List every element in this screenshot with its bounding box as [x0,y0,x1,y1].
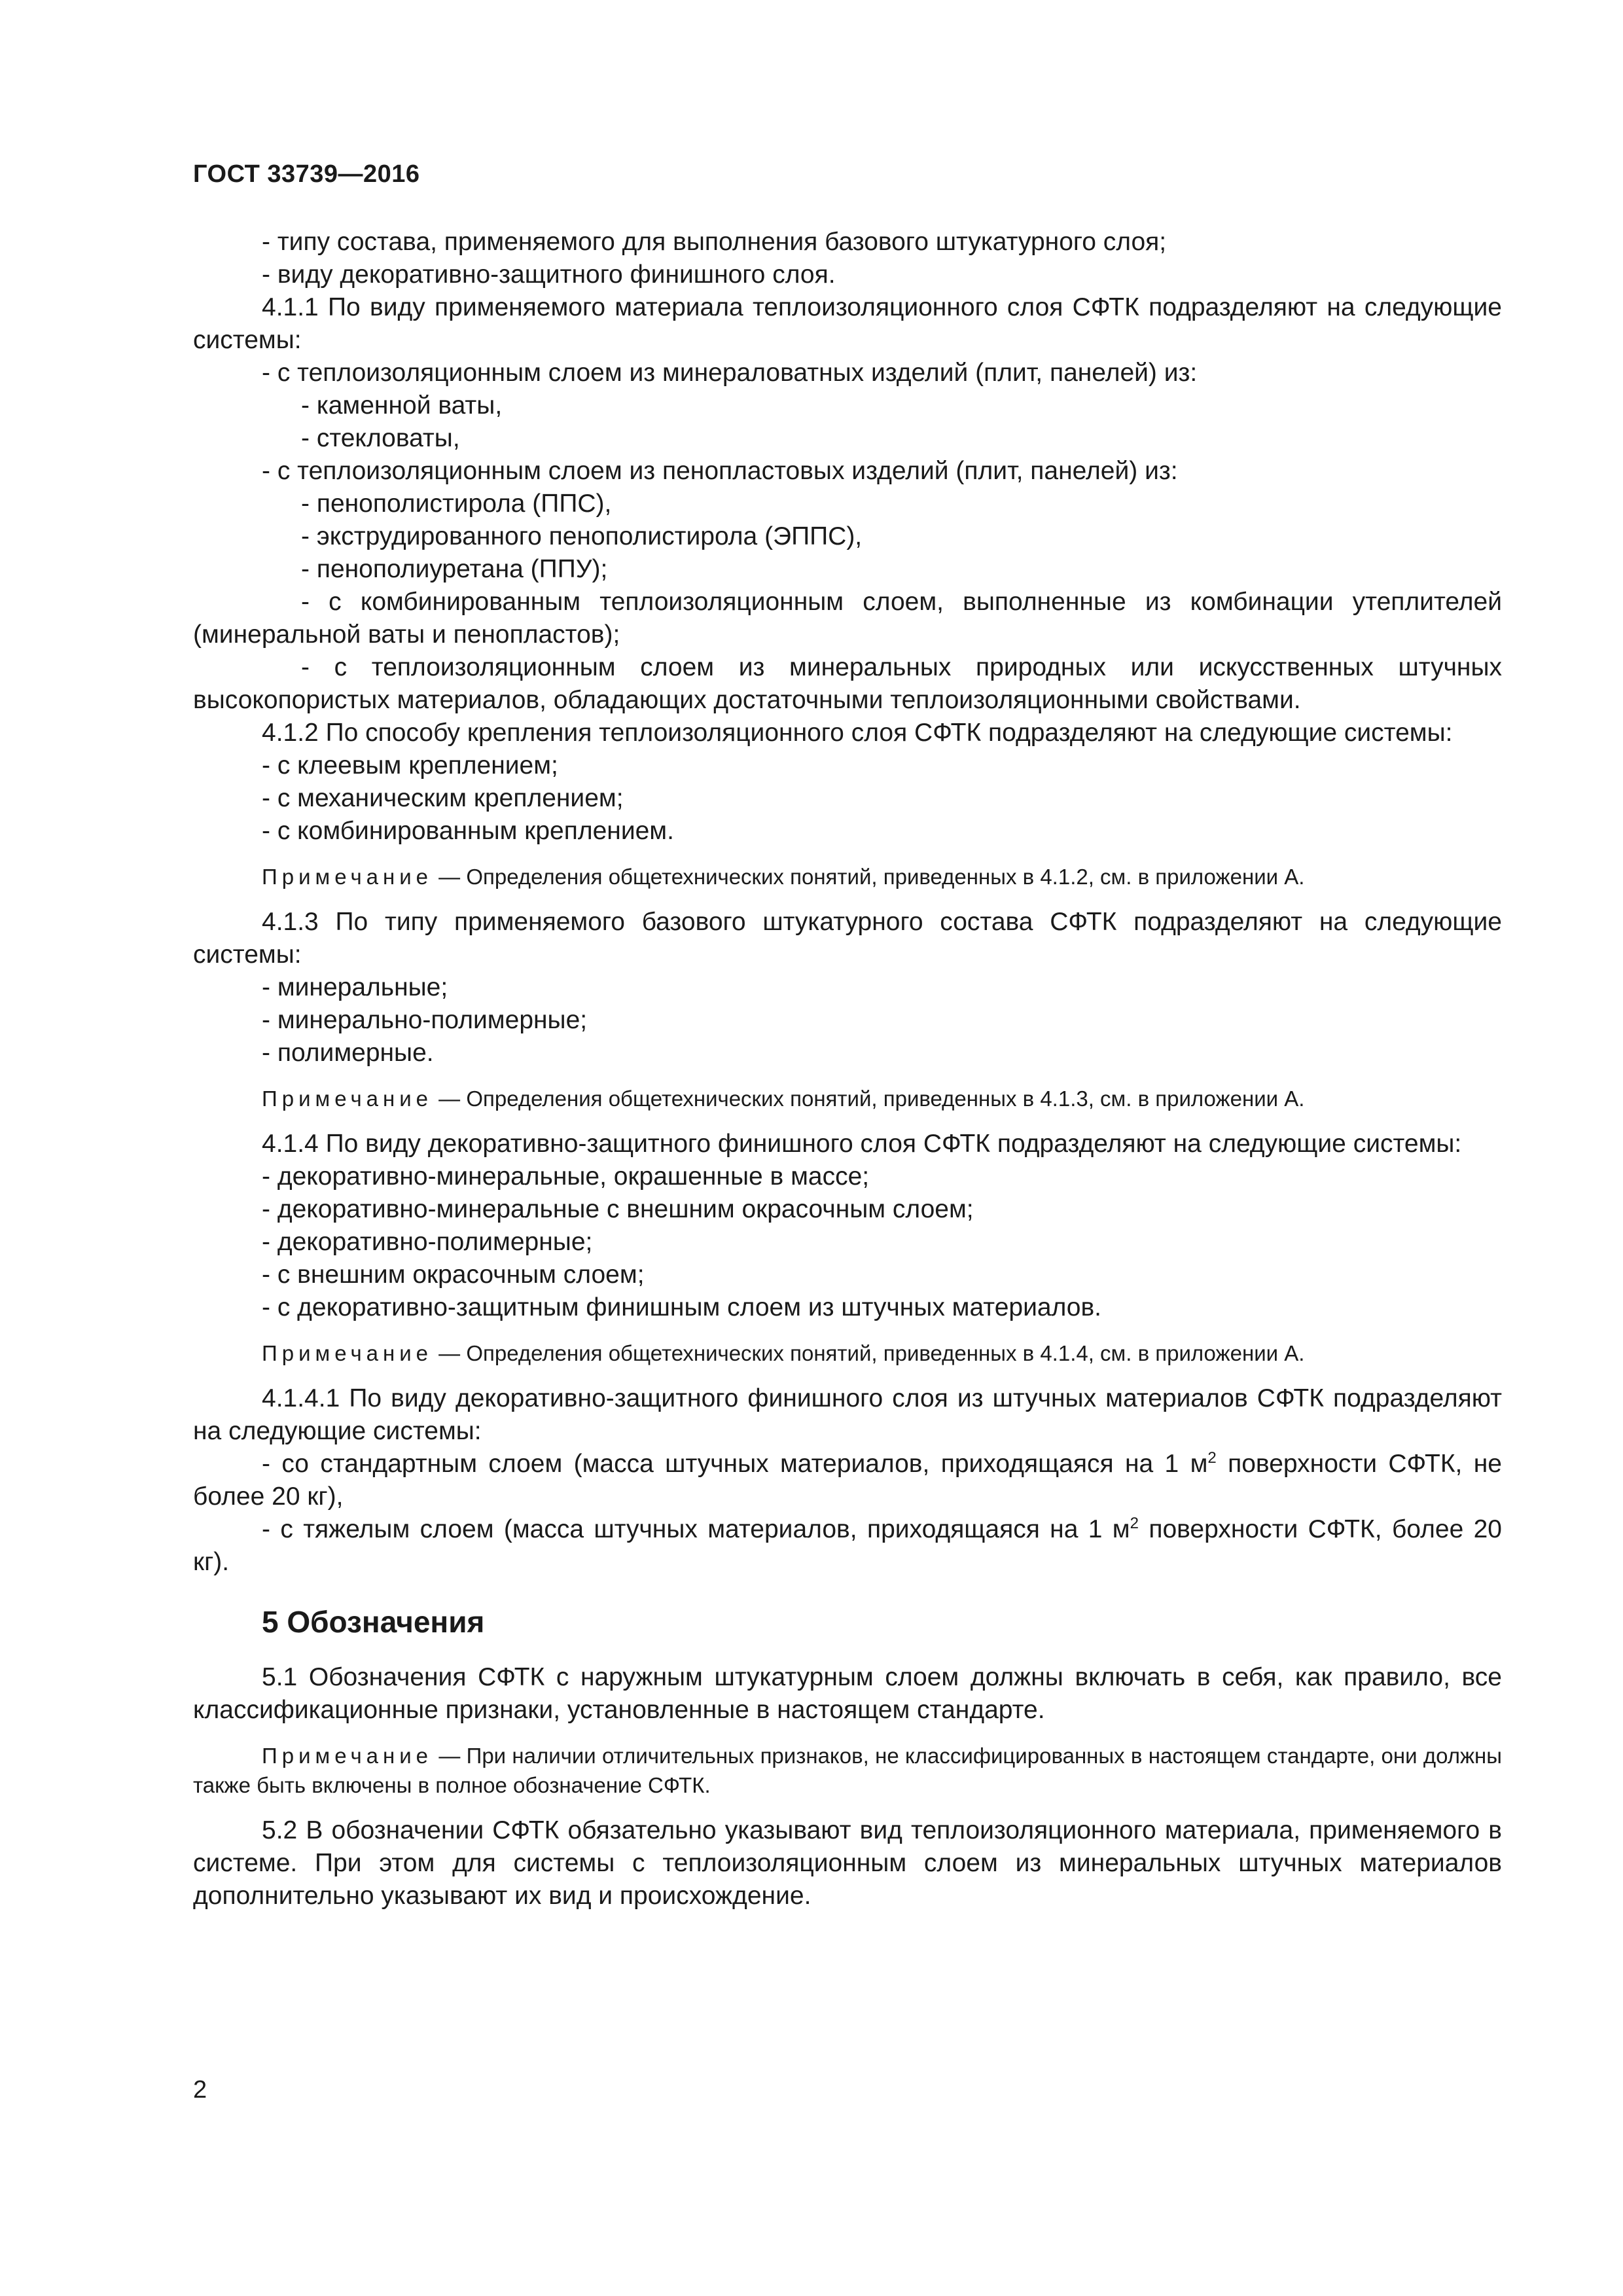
page-number: 2 [193,2076,207,2104]
note-3 [193,1338,1502,1368]
note-4 [193,1741,1502,1800]
list-item: - с теплоизоляционным слоем из минеральных природных или искусственных штучных высокопористых материалов, обладающих достаточными теплоизоляционными свойствами. [193,653,1502,714]
note-label: Примечание [262,1744,433,1768]
list-item: - минеральные; [262,973,448,1001]
note-label: Примечание [262,1341,433,1365]
list-item: - со стандартным слоем (масса штучных материалов, приходящаяся на 1 $м^2$ поверхности СФТК, не более 20 кг), [193,1449,1502,1511]
list-item: - с комбинированным креплением. [262,817,674,845]
list-item: - пенополиуретана (ППУ); [301,555,608,583]
paragraph-5-2: 5.2 В обозначении СФТК обязательно указывают вид теплоизоляционного материала, применяемого в системе. При этом для системы с теплоизоляционным слоем из минеральных штучных материалов дополнительно указывают их вид и происхождение. [193,1816,1502,1910]
paragraph-5-1: 5.1 Обозначения СФТК с наружным штукатурным слоем должны включать в себя, как правило, все классификационные признаки, установленные в настоящем стандарте. [193,1663,1502,1724]
note-label: Примечание [262,1086,433,1111]
paragraph-4-1-4-1: 4.1.4.1 По виду декоративно-защитного финишного слоя из штучных материалов СФТК подразделяют на следующие системы: [193,1384,1502,1445]
list-item: - типу состава, применяемого для выполнения базового штукатурного слоя; [262,228,1167,256]
note-2 [193,1084,1502,1113]
note-text: — При наличии отличительных признаков, не классифицированных в настоящем стандарте, они должны также быть включены в полное обозначение СФТК. [193,1744,1502,1797]
note-label: Примечание [262,865,433,889]
paragraph-4-1-2: 4.1.2 По способу крепления теплоизоляционного слоя СФТК подразделяют на следующие системы: [262,719,1453,747]
list-item: - с клеевым креплением; [262,751,558,780]
list-item: - каменной ваты, [301,391,503,420]
list-item: - экструдированного пенополистирола (ЭППС), [301,522,863,550]
paragraph-4-1-4: 4.1.4 По виду декоративно-защитного финишного слоя СФТК подразделяют на следующие системы: [262,1130,1462,1158]
document-body [193,226,1502,1912]
list-item: - с комбинированным теплоизоляционным слоем, выполненные из комбинации утеплителей (минеральной ваты и пенопластов); [193,588,1502,649]
note-text: — Определения общетехнических понятий, приведенных в 4.1.3, см. в приложении А. [433,1086,1305,1111]
list-item: - декоративно-минеральные с внешним окрасочным слоем; [262,1195,974,1223]
list-item: - виду декоративно-защитного финишного слоя. [262,260,836,289]
list-item: - с теплоизоляционным слоем из пенопластовых изделий (плит, панелей) из: [262,457,1178,485]
list-item: - пенополистирола (ППС), [301,490,612,518]
note-text: — Определения общетехнических понятий, приведенных в 4.1.2, см. в приложении А. [433,865,1305,889]
list-item: - полимерные. [262,1039,434,1067]
list-item: - декоративно-полимерные; [262,1228,593,1256]
paragraph-4-1-1: 4.1.1 По виду применяемого материала теплоизоляционного слоя СФТК подразделяют на следующие системы: [193,293,1502,354]
note-1 [193,862,1502,891]
list-item: - с внешним окрасочным слоем; [262,1261,645,1289]
note-text: — Определения общетехнических понятий, приведенных в 4.1.4, см. в приложении А. [433,1341,1305,1365]
list-item: - с тяжелым слоем (масса штучных материалов, приходящаяся на 1 $м^2$ поверхности СФТК, более 20 кг). [193,1515,1503,1576]
list-item: - с механическим креплением; [262,784,624,812]
paragraph-4-1-3: 4.1.3 По типу применяемого базового штукатурного состава СФТК подразделяют на следующие системы: [193,908,1502,969]
list-item: - с теплоизоляционным слоем из минераловатных изделий (плит, панелей) из: [262,359,1198,387]
list-item: - стекловаты, [301,424,460,452]
document-header: ГОСТ 33739—2016 [193,160,420,188]
list-item: - минерально-полимерные; [262,1006,588,1034]
list-item: - с декоративно-защитным финишным слоем из штучных материалов. [262,1293,1102,1321]
section-heading: 5 Обозначения [262,1605,485,1639]
list-item: - декоративно-минеральные, окрашенные в массе; [262,1162,870,1191]
